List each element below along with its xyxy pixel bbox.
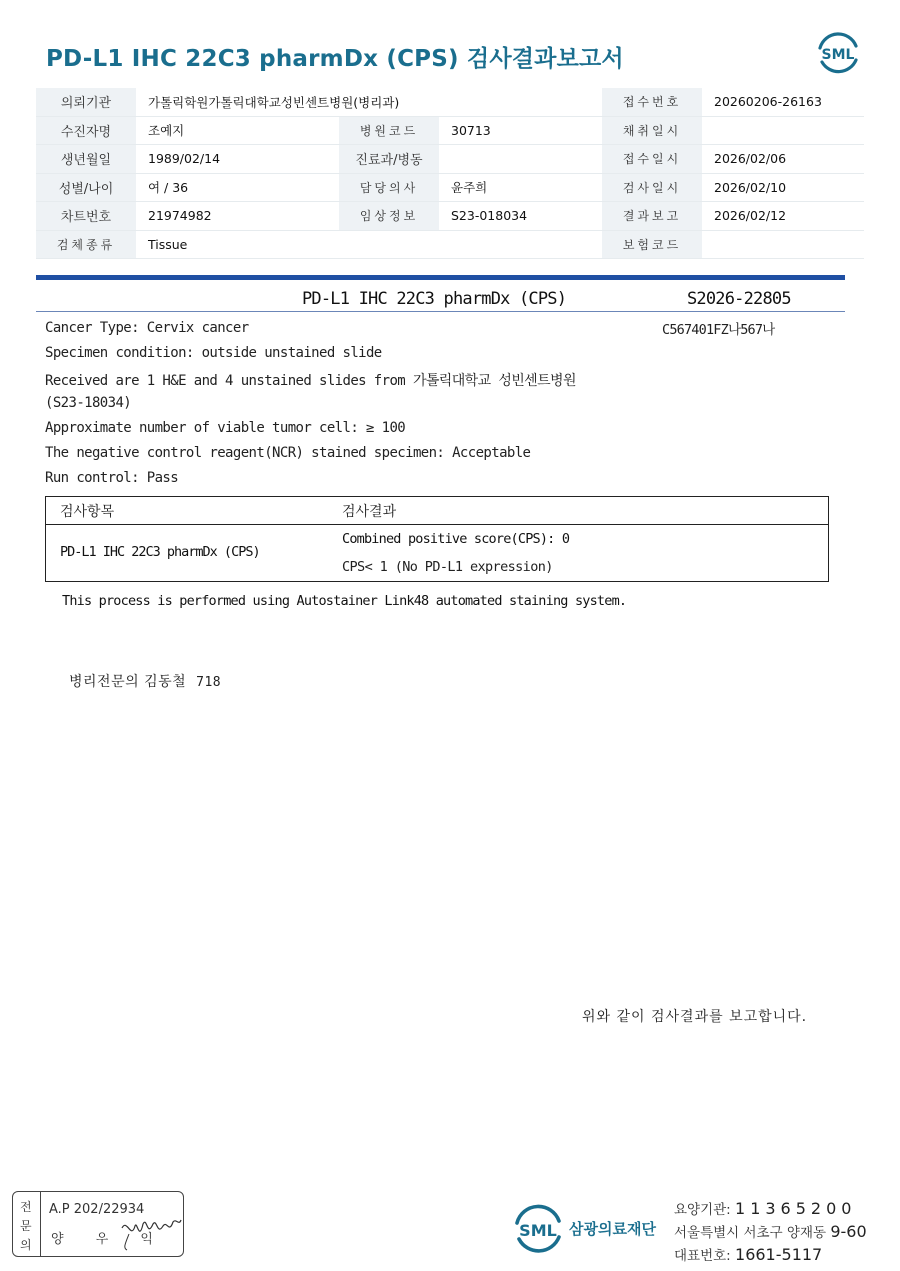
footer-label: 요양기관: [674,1202,731,1218]
pathologist [69,671,221,691]
info-label: 수진자명 [36,117,136,146]
info-label: 검체종류 [36,231,136,260]
info-label: 병원코드 [339,117,439,146]
info-value: 2026/02/12 [702,202,864,231]
footer-value: 9-60 [830,1222,867,1241]
stamp-char: 의 [20,1238,32,1252]
info-value: Tissue [136,231,602,260]
info-label: 결과보고 [602,202,702,231]
process-note: This process is performed using Autostainer Link48 automated staining system. [62,593,627,609]
specialist-stamp [12,1191,184,1257]
info-value [439,145,602,174]
footer-value: 11365200 [735,1199,857,1218]
info-value: 30713 [439,117,602,146]
closing-statement: 위와 같이 검사결과를 보고합니다. [582,1009,808,1025]
info-label: 검사일시 [602,174,702,203]
report-line: The negative control reagent(NCR) stained specimen: Acceptable [45,445,531,461]
info-value: 2026/02/10 [702,174,864,203]
info-label: 접수번호 [602,88,702,117]
divider [36,275,845,280]
stamp-char: 전 [20,1200,32,1214]
info-label: 의뢰기관 [36,88,136,117]
sml-logo-icon [510,1202,566,1256]
info-value: 조예지 [136,117,339,146]
footer-label: 대표번호: [674,1248,731,1264]
report-code: C567401FZ나567나 [662,322,775,338]
pathologist-number: 718 [196,675,222,690]
footer-value: 1661-5117 [735,1245,823,1264]
info-value: 1989/02/14 [136,145,339,174]
info-value: 2026/02/06 [702,145,864,174]
info-value: 21974982 [136,202,339,231]
info-row [36,202,864,231]
result-item: PD-L1 IHC 22C3 pharmDx (CPS) [60,544,260,560]
info-label: 담당의사 [339,174,439,203]
signature-icon [119,1212,183,1252]
info-value: 여 / 36 [136,174,339,203]
result-score: Combined positive score(CPS): 0 [342,531,570,547]
info-value [702,231,864,260]
svg-text:SML: SML [519,1221,557,1240]
footer-line [674,1198,856,1218]
info-label: 성별/나이 [36,174,136,203]
sml-logo-icon [814,30,862,76]
pathologist-name: 병리전문의 김동철 [69,674,187,690]
svg-text:SML: SML [821,47,855,63]
info-value: 20260206-26163 [702,88,864,117]
footer-label: 서울특별시 서초구 양재동 [674,1225,827,1241]
info-row [36,145,864,174]
info-label: 보험코드 [602,231,702,260]
result-interpretation: CPS< 1 (No PD-L1 expression) [342,559,553,575]
patient-info-table [36,88,864,259]
report-title: PD-L1 IHC 22C3 pharmDx (CPS) 검사결과보고서 [46,46,624,72]
info-label: 채취일시 [602,117,702,146]
info-value [702,117,864,146]
info-label: 생년월일 [36,145,136,174]
report-number: S2026-22805 [687,289,791,309]
info-row [36,88,864,117]
report-line: Run control: Pass [45,470,179,486]
result-header-item: 검사항목 [60,504,115,520]
divider [36,311,845,312]
stamp-label [13,1192,41,1256]
report-line: Specimen condition: outside unstained slide [45,345,382,361]
info-label: 진료과/병동 [339,145,439,174]
info-row [36,174,864,203]
footer-line [674,1221,867,1241]
info-row [36,231,864,260]
footer-line [674,1244,822,1264]
info-value: 가톨릭학원가톨릭대학교성빈센트병원(병리과) [136,88,602,117]
info-value: 윤주희 [439,174,602,203]
divider [46,524,828,525]
info-value: S23-018034 [439,202,602,231]
result-table [45,496,829,582]
report-line: Approximate number of viable tumor cell: ≥ 100 [45,420,406,436]
stamp-name: 양 우 익 [51,1232,167,1247]
report-test-title: PD-L1 IHC 22C3 pharmDx (CPS) [302,289,567,309]
report-line: (S23-18034) [45,395,132,411]
result-header-result: 검사결과 [342,504,397,520]
stamp-char: 문 [20,1219,32,1233]
info-label: 접수일시 [602,145,702,174]
info-row [36,117,864,146]
stamp-ap-number: A.P 202/22934 [49,1202,145,1217]
report-line: Cancer Type: Cervix cancer [45,320,249,336]
report-line: Received are 1 H&E and 4 unstained slides from 가톨릭대학교 성빈센트병원 [45,373,576,389]
info-label: 임상정보 [339,202,439,231]
footer-org-name: 삼광의료재단 [569,1220,656,1238]
info-label: 차트번호 [36,202,136,231]
